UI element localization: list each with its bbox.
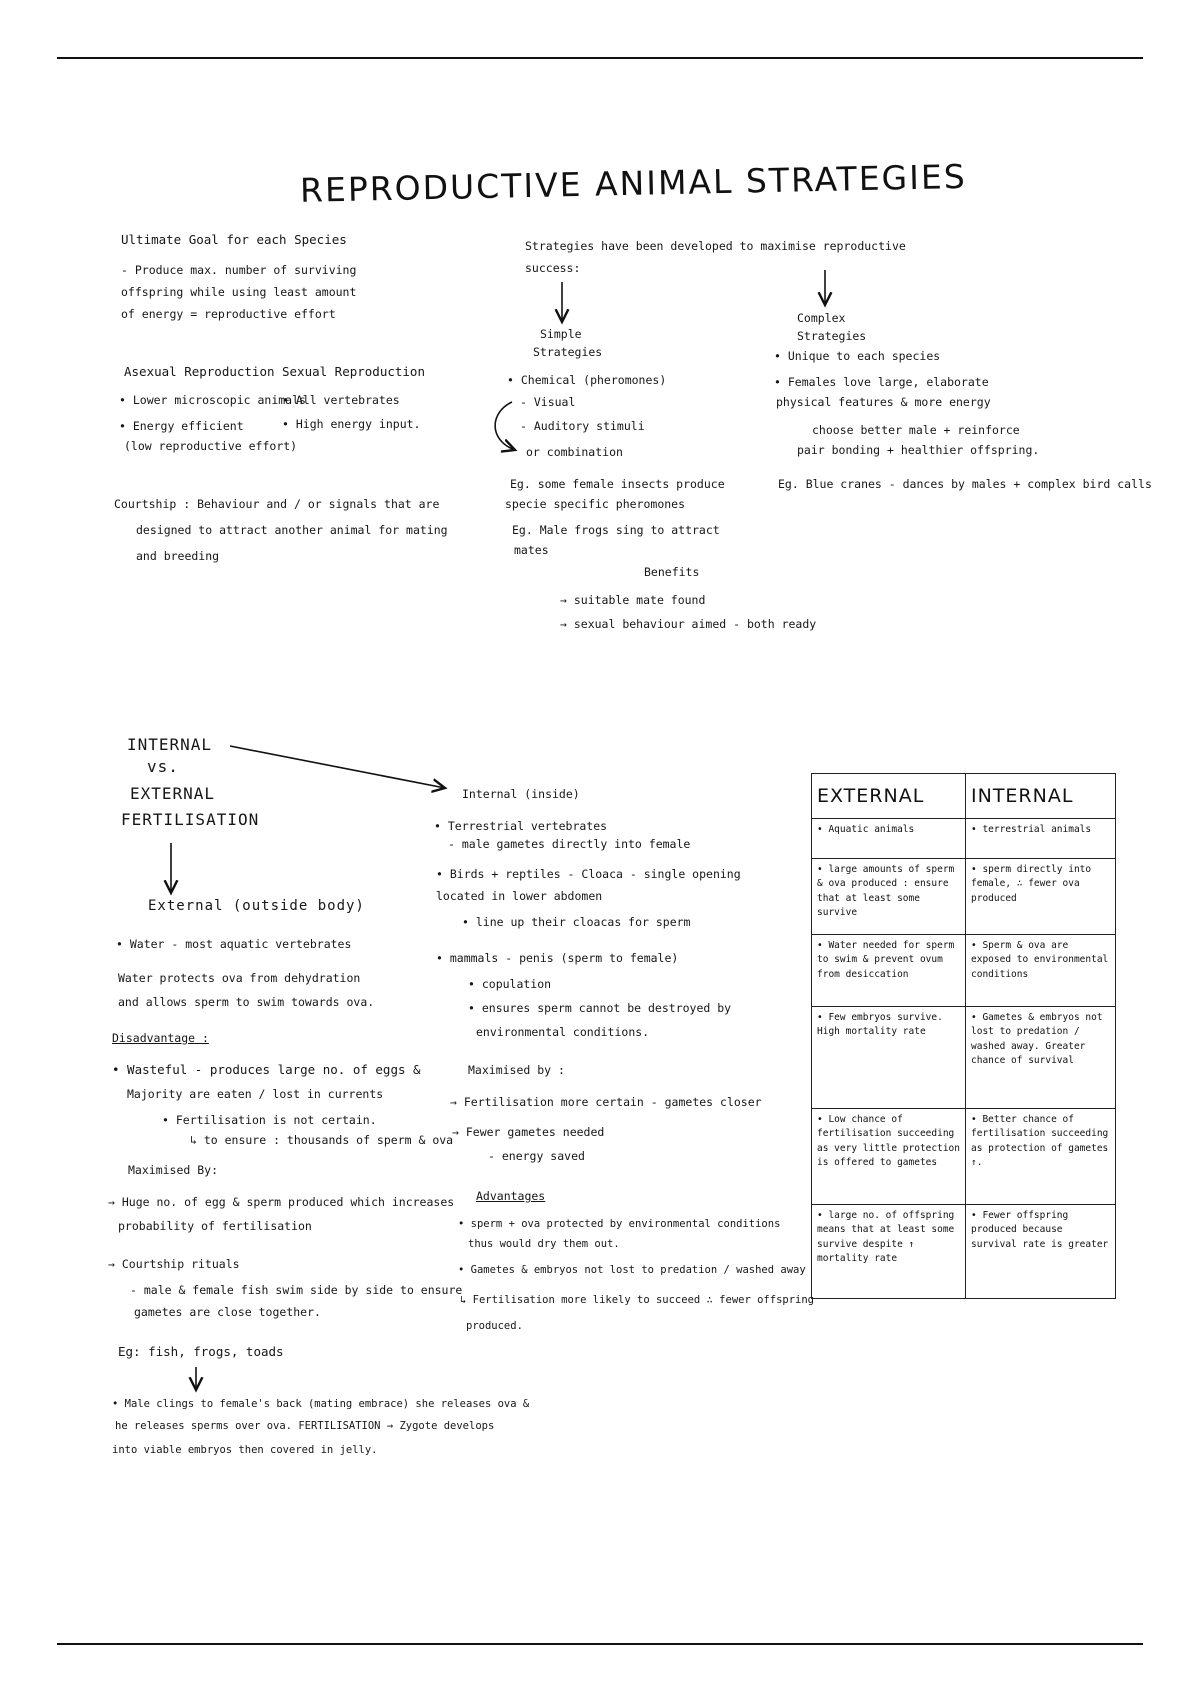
table-row: [812, 1205, 1116, 1299]
ultimate-goal-heading: Ultimate Goal for each Species: [121, 232, 347, 247]
bracket-icon: [495, 402, 515, 450]
external-heading: External (outside body): [148, 898, 365, 914]
disadvantage-line: Majority are eaten / lost in currents: [127, 1087, 384, 1101]
table-row: [812, 1109, 1116, 1205]
complex-heading: Complex: [797, 311, 846, 325]
table-row: [812, 935, 1116, 1007]
advantage-line: • Gametes & embryos not lost to predation / washed away: [458, 1264, 806, 1276]
external-line: and allows sperm to swim towards ova.: [118, 995, 375, 1009]
ultimate-goal-line: offspring while using least amount: [121, 285, 357, 299]
simple-line: - Visual: [520, 395, 576, 409]
advantages-heading: Advantages: [476, 1189, 546, 1203]
table-row: [812, 859, 1116, 935]
external-line: Water protects ova from dehydration: [118, 971, 361, 985]
table-cell: • sperm directly into female, ∴ fewer ova produced: [966, 859, 1116, 935]
fertilisation-title: FERTILISATION: [121, 810, 260, 829]
external-line: • Water - most aquatic vertebrates: [116, 937, 352, 951]
external-maximised-line: → Courtship rituals: [108, 1257, 240, 1271]
strategies-intro: Strategies have been developed to maximise reproductive: [525, 239, 906, 253]
asexual-heading: Asexual Reproduction: [124, 364, 275, 379]
table-cell: • terrestrial animals: [966, 819, 1116, 859]
complex-line: pair bonding + healthier offspring.: [797, 443, 1040, 457]
internal-line: • Birds + reptiles - Cloaca - single opening: [436, 867, 741, 881]
internal-line: located in lower abdomen: [436, 889, 603, 903]
fertilisation-title: EXTERNAL: [130, 784, 216, 803]
disadvantage-line: • Fertilisation is not certain.: [162, 1113, 377, 1127]
internal-line: • line up their cloacas for sperm: [462, 915, 691, 929]
ultimate-goal-line: of energy = reproductive effort: [121, 307, 336, 321]
benefit-text: suitable mate found: [573, 593, 706, 607]
simple-heading: Strategies: [533, 345, 603, 359]
advantage-line: thus would dry them out.: [468, 1238, 620, 1250]
external-maximised-heading: Maximised By:: [128, 1163, 219, 1177]
table-cell: • Few embryos survive. High mortality rate: [812, 1007, 966, 1109]
sexual-line: • All vertebrates: [282, 393, 400, 407]
internal-maximised-heading: Maximised by :: [468, 1063, 565, 1077]
table-row: [812, 1007, 1116, 1109]
courtship-line: designed to attract another animal for mating: [136, 523, 448, 537]
complex-line: • Females love large, elaborate: [774, 375, 989, 389]
external-maximised-line: → Huge no. of egg & sperm produced which increases: [108, 1195, 455, 1209]
page-title: REPRODUCTIVE ANIMAL STRATEGIES: [299, 156, 968, 210]
benefit-item: → sexual behaviour aimed - both ready: [560, 617, 817, 631]
benefit-text: sexual behaviour aimed - both ready: [573, 617, 817, 631]
asexual-line: • Energy efficient: [119, 419, 244, 433]
internal-heading: Internal (inside): [462, 787, 580, 801]
complex-example: Eg. Blue cranes - dances by males + complex bird calls: [778, 477, 1152, 491]
comparison-header-row: [812, 774, 1116, 819]
advantage-line: produced.: [466, 1320, 523, 1332]
external-maximised-line: probability of fertilisation: [118, 1219, 312, 1233]
disadvantage-heading: Disadvantage :: [112, 1031, 209, 1045]
external-maximised-line: gametes are close together.: [134, 1305, 321, 1319]
strategies-intro: success:: [525, 261, 581, 275]
disadvantage-line: ↳ to ensure : thousands of sperm & ova: [190, 1133, 454, 1147]
internal-line: environmental conditions.: [476, 1025, 650, 1039]
external-example-line: • Male clings to female's back (mating embrace) she releases ova &: [112, 1398, 530, 1410]
asexual-line: • Lower microscopic animals: [119, 393, 306, 407]
table-cell: • Sperm & ova are exposed to environmental conditions: [966, 935, 1116, 1007]
table-cell: • Gametes & embryos not lost to predation / washed away. Greater chance of survival: [966, 1007, 1116, 1109]
external-example-line: into viable embryos then covered in jelly.: [112, 1444, 378, 1456]
table-cell: • large amounts of sperm & ova produced : ensure that at least some survive: [812, 859, 966, 935]
simple-line: • Chemical (pheromones): [507, 373, 667, 387]
comparison-header-internal: INTERNAL: [966, 774, 1116, 819]
complex-line: choose better male + reinforce: [812, 423, 1020, 437]
internal-line: • ensures sperm cannot be destroyed by: [468, 1001, 732, 1015]
external-example-heading: Eg: fish, frogs, toads: [118, 1344, 284, 1359]
external-maximised-line: - male & female fish swim side by side to ensure: [130, 1283, 463, 1297]
sexual-heading: Sexual Reproduction: [282, 364, 425, 379]
table-cell: • Better chance of fertilisation succeeding as protection of gametes ↑.: [966, 1109, 1116, 1205]
table-cell: • Low chance of fertilisation succeeding as very little protection is offered to gametes: [812, 1109, 966, 1205]
simple-example: Eg. some female insects produce: [510, 477, 725, 491]
simple-example: specie specific pheromones: [505, 497, 686, 511]
benefits-heading: Benefits: [644, 565, 700, 579]
internal-line: - male gametes directly into female: [448, 837, 691, 851]
disadvantage-line: • Wasteful - produces large no. of eggs &: [112, 1062, 421, 1077]
simple-line: or combination: [526, 445, 623, 459]
internal-line: • Terrestrial vertebrates: [434, 819, 608, 833]
fertilisation-title: vs.: [147, 757, 179, 776]
courtship-line: Courtship : Behaviour and / or signals that are: [114, 497, 440, 511]
complex-line: • Unique to each species: [774, 349, 941, 363]
internal-maximised-line: → Fewer gametes needed: [452, 1125, 605, 1139]
external-example-line: he releases sperms over ova. FERTILISATION → Zygote develops: [115, 1420, 495, 1432]
sexual-line: • High energy input.: [282, 417, 421, 431]
arrow-to-internal-icon: [230, 746, 445, 788]
internal-line: • mammals - penis (sperm to female): [436, 951, 679, 965]
internal-maximised-line: - energy saved: [488, 1149, 585, 1163]
table-cell: • Aquatic animals: [812, 819, 966, 859]
table-cell: • Water needed for sperm to swim & prevent ovum from desiccation: [812, 935, 966, 1007]
table-cell: • large no. of offspring means that at least some survive despite ↑ mortality rate: [812, 1205, 966, 1299]
asexual-line: (low reproductive effort): [124, 439, 298, 453]
benefit-item: → suitable mate found: [560, 593, 706, 607]
internal-maximised-line: → Fertilisation more certain - gametes closer: [450, 1095, 762, 1109]
complex-heading: Strategies: [797, 329, 867, 343]
internal-line: • copulation: [468, 977, 552, 991]
advantage-line: • sperm + ova protected by environmental conditions: [458, 1218, 781, 1230]
table-row: [812, 819, 1116, 859]
complex-line: physical features & more energy: [776, 395, 991, 409]
advantage-line: ↳ Fertilisation more likely to succeed ∴ fewer offspring: [460, 1294, 815, 1306]
ultimate-goal-line: - Produce max. number of surviving: [121, 263, 357, 277]
comparison-header-external: EXTERNAL: [812, 774, 966, 819]
table-cell: • Fewer offspring produced because survival rate is greater: [966, 1205, 1116, 1299]
simple-line: - Auditory stimuli: [520, 419, 645, 433]
simple-example: Eg. Male frogs sing to attract: [512, 523, 720, 537]
courtship-line: and breeding: [136, 549, 220, 563]
fertilisation-title: INTERNAL: [127, 735, 213, 754]
simple-example: mates: [514, 543, 549, 557]
comparison-table: [811, 773, 1116, 1299]
simple-heading: Simple: [540, 327, 582, 341]
